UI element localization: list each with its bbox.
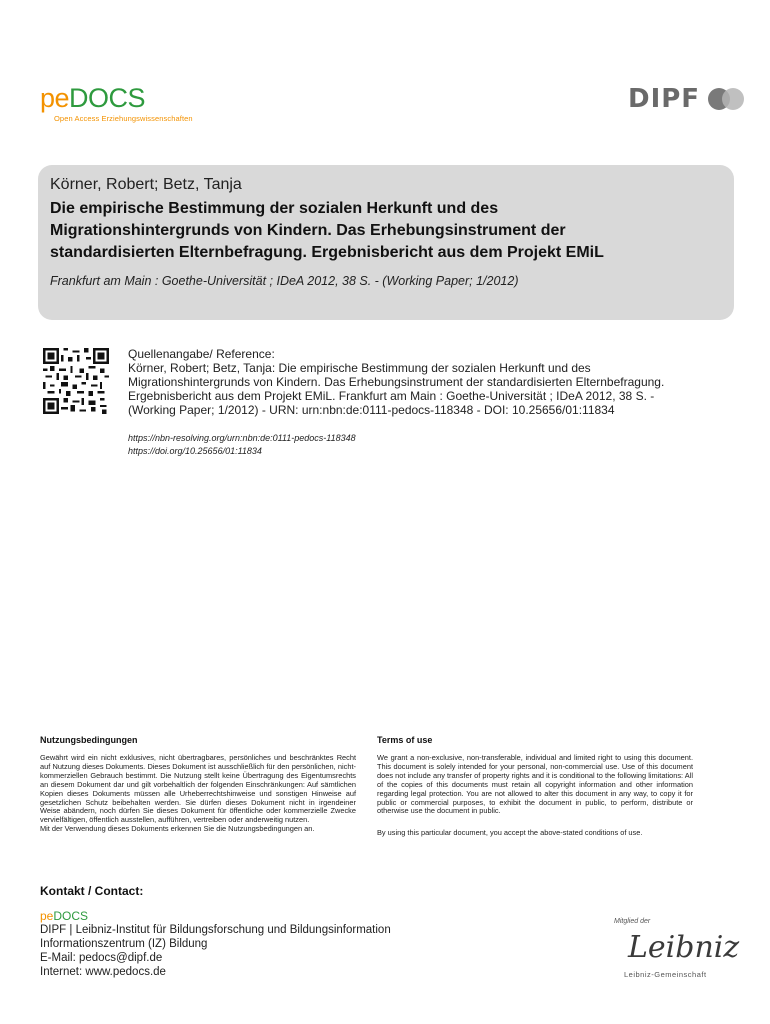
title-line: Migrationshintergrunds von Kindern. Das Erhebungsinstrument der <box>50 222 566 239</box>
doi-link[interactable]: https://doi.org/10.25656/01:11834 <box>128 446 262 456</box>
reference-line: Migrationshintergrunds von Kindern. Das Erhebungsinstrument der standardisierten Elternbefragung. <box>128 375 665 389</box>
publication-info: Frankfurt am Main : Goethe-Universität ; IDeA 2012, 38 S. - (Working Paper; 1/2012) <box>50 274 519 288</box>
pedocs-wordmark: peDOCS <box>40 83 146 113</box>
contact-email[interactable]: E-Mail: pedocs@dipf.de <box>40 952 163 964</box>
urn-link[interactable]: https://nbn-resolving.org/urn:nbn:de:0111-pedocs-118348 <box>128 433 356 443</box>
reference-links <box>128 432 356 458</box>
terms-german-heading: Nutzungsbedingungen <box>40 735 138 745</box>
title-line: Die empirische Bestimmung der sozialen Herkunft und des <box>50 200 499 217</box>
terms-german <box>40 735 356 834</box>
contact-website[interactable]: Internet: www.pedocs.de <box>40 966 166 978</box>
reference-line: (Working Paper; 1/2012) - URN: urn:nbn:de:0111-pedocs-118348 - DOI: 10.25656/01:11834 <box>128 403 615 417</box>
title-box <box>38 165 734 320</box>
contact-heading: Kontakt / Contact: <box>40 884 144 898</box>
authors: Körner, Robert; Betz, Tanja <box>50 176 242 193</box>
leibniz-signature: Leibniz <box>628 930 740 965</box>
terms-english-heading: Terms of use <box>377 735 433 745</box>
leibniz-member-label: Mitglied der <box>614 918 651 925</box>
terms-german-body-end: Mit der Verwendung dieses Dokuments erkennen Sie die Nutzungsbedingungen an. <box>40 824 315 834</box>
dipf-wordmark: DIPF <box>628 84 701 114</box>
pedocs-tagline: Open Access Erziehungswissenschaften <box>54 114 193 123</box>
qr-code-icon <box>41 348 111 414</box>
contact-department: Informationszentrum (IZ) Bildung <box>40 938 208 950</box>
contact-pedocs-logo: peDOCS <box>40 909 89 923</box>
document-title <box>50 198 722 264</box>
contact-institute: DIPF | Leibniz-Institut für Bildungsforschung und Bildungsinformation <box>40 924 391 936</box>
leibniz-logo <box>614 918 740 988</box>
terms-english-body-end: By using this particular document, you accept the above-stated conditions of use. <box>377 828 643 838</box>
reference-line: Quellenangabe/ Reference: <box>128 347 275 361</box>
reference-line: Körner, Robert; Betz, Tanja: Die empirische Bestimmung der sozialen Herkunft und des <box>128 361 591 375</box>
pedocs-logo <box>40 84 193 123</box>
terms-english-body: We grant a non-exclusive, non-transferable, individual and limited right to using this document. This document is solely intended for your personal, non-commercial use. Use of this document does not include any transfer of property rights and it is conditional to the following limitations: All of the copies of this documents must retain all copyright information and other information regarding legal protection. You are not allowed to alter this document in any way, to copy it for public or commercial purposes, to exhibit the document in public, to perform, distribute or otherwise use the document in public. <box>377 753 693 816</box>
reference-block <box>128 347 718 417</box>
title-line: standardisierten Elternbefragung. Ergebnisbericht aus dem Projekt EMiL <box>50 244 604 261</box>
leibniz-subtitle: Leibniz-Gemeinschaft <box>624 970 707 979</box>
terms-german-body: Gewährt wird ein nicht exklusives, nicht übertragbares, persönliches und beschränktes Recht auf Nutzung dieses Dokuments. Dieses Dokument ist ausschließlich für den persönlichen, nicht-kommerziellen Gebrauch bestimmt. Die Nutzung stellt keine Übertragung des Eigentumsrechts an diesem Dokument dar und gilt vorbehaltlich der folgenden Einschränkungen: Auf sämtlichen Kopien dieses Dokuments müssen alle Urheberrechtshinweise und sonstigen Hinweise auf gesetzlichen Schutz beibehalten werden. Sie dürfen dieses Dokument nicht in irgendeiner Weise abändern, noch dürfen Sie dieses Dokument für öffentliche oder kommerzielle Zwecke vervielfältigen, öffentlich ausstellen, aufführen, vertreiben oder anderweitig nutzen. <box>40 753 356 825</box>
contact-block <box>40 884 520 979</box>
dipf-logo <box>628 84 748 114</box>
dipf-circles-icon <box>708 88 748 110</box>
reference-line: Ergebnisbericht aus dem Projekt EMiL. Frankfurt am Main : Goethe-Universität ; IDeA 2012, 38 S. - <box>128 389 655 403</box>
terms-english <box>377 735 693 838</box>
